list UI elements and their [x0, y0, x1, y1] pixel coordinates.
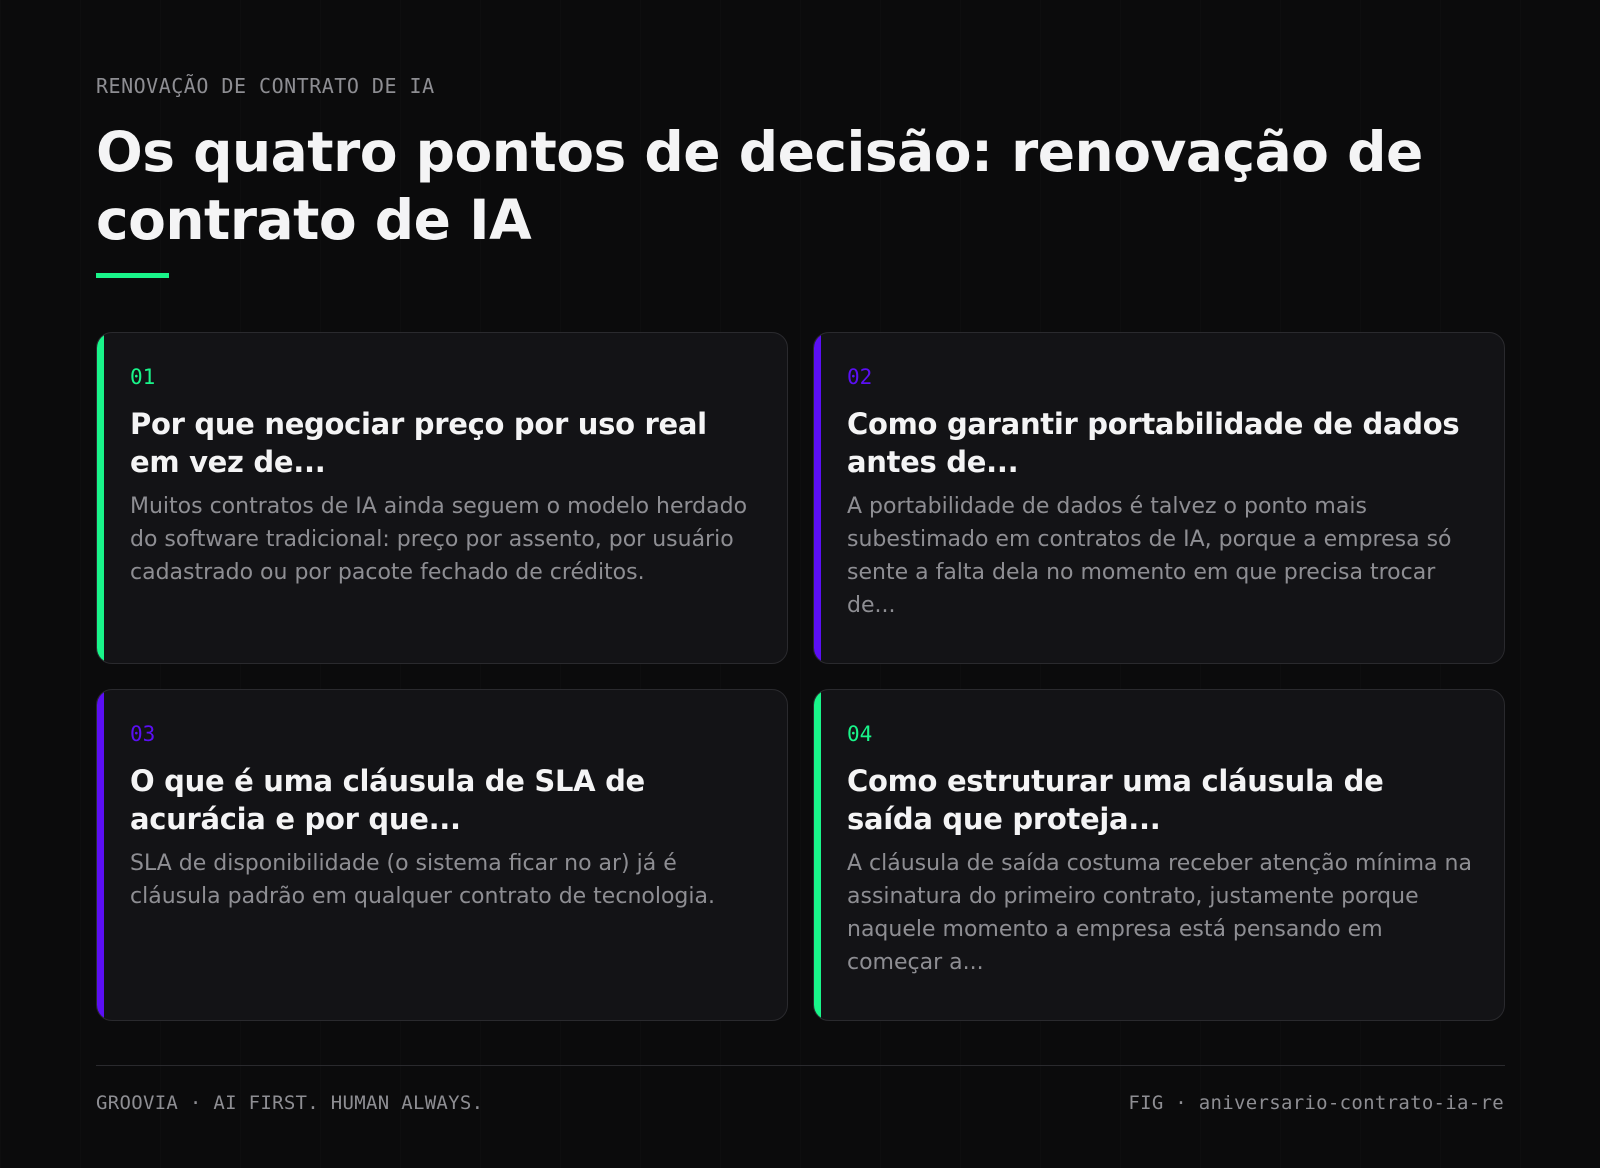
card-accent-bar — [814, 333, 821, 663]
eyebrow-label: RENOVAÇÃO DE CONTRATO DE IA — [96, 74, 435, 98]
decision-card-3 — [96, 689, 788, 1021]
page-title: Os quatro pontos de decisão: renovação de contrato de IA — [96, 120, 1423, 252]
decision-card-1 — [96, 332, 788, 664]
card-number: 02 — [847, 365, 873, 389]
card-body: A cláusula de saída costuma receber atenção mínima na assinatura do primeiro contrato, justamente porque naquele momento a empresa está pensando em começar a... — [847, 851, 1472, 975]
card-body: Muitos contratos de IA ainda seguem o modelo herdado do software tradicional: preço por assento, por usuário cadastrado ou por pacote fechado de créditos. — [130, 494, 748, 585]
card-accent-bar — [814, 690, 821, 1020]
card-number: 03 — [130, 722, 156, 746]
title-accent-line — [96, 273, 169, 278]
card-number: 01 — [130, 365, 156, 389]
card-title: Por que negociar preço por uso real em vez de... — [130, 407, 707, 479]
card-accent-bar — [97, 333, 104, 663]
card-body: SLA de disponibilidade (o sistema ficar no ar) já é cláusula padrão em qualquer contrato de tecnologia. — [130, 851, 715, 909]
card-title: O que é uma cláusula de SLA de acurácia e por que... — [130, 764, 645, 836]
card-title: Como estruturar uma cláusula de saída que proteja... — [847, 764, 1384, 836]
footer-divider — [96, 1065, 1505, 1066]
card-accent-bar — [97, 690, 104, 1020]
decision-card-2 — [813, 332, 1505, 664]
card-title: Como garantir portabilidade de dados antes de... — [847, 407, 1460, 479]
footer-figure-id: FIG · aniversario-contrato-ia-re — [1128, 1092, 1504, 1114]
card-body: A portabilidade de dados é talvez o ponto mais subestimado em contratos de IA, porque a empresa só sente a falta dela no momento em que precisa trocar de... — [847, 494, 1452, 618]
decision-card-4 — [813, 689, 1505, 1021]
footer-brand: GROOVIA · AI FIRST. HUMAN ALWAYS. — [96, 1092, 484, 1114]
card-number: 04 — [847, 722, 873, 746]
